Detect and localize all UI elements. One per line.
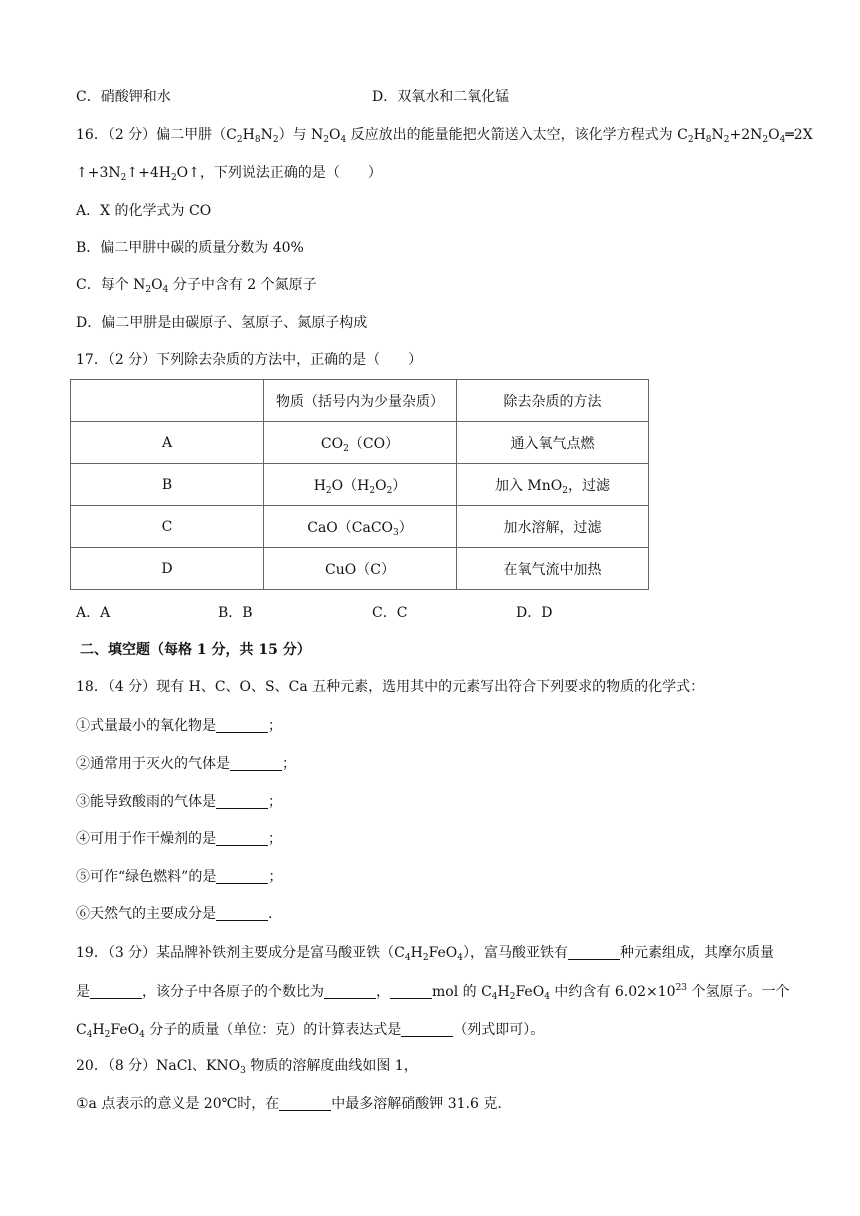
table-header-cell	[71, 380, 264, 422]
answer-blank[interactable]	[324, 984, 376, 999]
table-cell-label: B	[71, 464, 264, 506]
answer-blank[interactable]	[390, 984, 432, 999]
table-cell-label: D	[71, 548, 264, 590]
q16-stem-line2: $↑+3N_2↑+4H_2O↑$，下列说法正确的是（ ）	[76, 165, 382, 183]
q16-option-b: B．偏二甲肼中碳的质量分数为 40%	[76, 240, 304, 256]
q19-stem-line1: 19．（3 分）某品牌补铁剂主要成分是富马酸亚铁$(C_4H_2FeO_4)$，富马酸亚铁有 种元素组成，其摩尔质量	[76, 945, 775, 963]
q15-option-d: D．双氧水和二氧化锰	[372, 89, 510, 105]
table-cell-method: 加水溶解，过滤	[457, 506, 649, 548]
q19-stem-line3: $C_4H_2FeO_4$ 分子的质量（单位：克）的计算表达式是 （列式即可）。	[76, 1022, 545, 1040]
q18-item-1: ①式量最小的氧化物是 ；	[76, 718, 282, 734]
answer-blank[interactable]	[216, 718, 268, 733]
table-cell-method: 在氧气流中加热	[457, 548, 649, 590]
table-header-row	[71, 380, 649, 422]
table-header-cell: 除去杂质的方法	[457, 380, 649, 422]
q20-stem-line1: 20．（8 分）NaCl、$KNO_3$ 物质的溶解度曲线如图 1，	[76, 1058, 418, 1076]
answer-blank[interactable]	[568, 945, 620, 960]
answer-blank[interactable]	[216, 794, 268, 809]
answer-blank[interactable]	[216, 906, 268, 921]
answer-blank[interactable]	[216, 831, 268, 846]
q17-option-d: D．D	[516, 605, 553, 621]
q18-item-6: ⑥天然气的主要成分是 .	[76, 906, 273, 922]
answer-blank[interactable]	[216, 869, 268, 884]
q18-item-2: ②通常用于灭火的气体是 ；	[76, 756, 296, 772]
table-cell-label: C	[71, 506, 264, 548]
table-cell-method: 通入氧气点燃	[457, 422, 649, 464]
answer-blank[interactable]	[230, 756, 282, 771]
answer-blank[interactable]	[401, 1022, 453, 1037]
q20-item-1: ①a 点表示的意义是 20℃时，在 中最多溶解硝酸钾 31.6 克.	[76, 1096, 502, 1112]
table-cell-substance: CaO（CaCO$_3$）	[264, 506, 457, 548]
section-heading: 二、填空题（每格 1 分，共 15 分）	[80, 642, 311, 658]
q16-option-d: D．偏二甲肼是由碳原子、氢原子、氮原子构成	[76, 315, 368, 331]
q18-item-4: ④可用于作干燥剂的是 ；	[76, 831, 282, 847]
q19-stem-line2: 是 ，该分子中各原子的个数比为 ， mol 的 $C_4H_2FeO_4$ 中约含有 $6.02\times 10^{23}$ 个氢原子。一个	[76, 983, 790, 1002]
table-cell-method: 加入 MnO$_2$，过滤	[457, 464, 649, 506]
table-row	[71, 464, 649, 506]
answer-blank[interactable]	[279, 1096, 331, 1111]
q17-option-b: B．B	[218, 605, 253, 621]
q17-option-c: C．C	[372, 605, 408, 621]
table-cell-substance: $H_2O(H_2O_2)$	[264, 464, 457, 506]
q15-option-c: C．硝酸钾和水	[76, 89, 171, 105]
q16-option-c: C．每个 $N_2O_4$ 分子中含有 2 个氮原子	[76, 277, 317, 295]
q17-stem: 17．（2 分）下列除去杂质的方法中，正确的是（ ）	[76, 352, 423, 368]
q18-stem: 18．（4 分）现有 H、C、O、S、Ca 五种元素，选用其中的元素写出符合下列要求的物质的化学式：	[76, 679, 705, 695]
table-row	[71, 422, 649, 464]
q18-item-3: ③能导致酸雨的气体是 ；	[76, 794, 282, 810]
table-cell-substance: $CO_2(CO)$	[264, 422, 457, 464]
q17-table	[70, 379, 649, 590]
table-row	[71, 506, 649, 548]
table-row	[71, 548, 649, 590]
table-header-cell: 物质（括号内为少量杂质）	[264, 380, 457, 422]
q16-stem-line1: 16．（2 分）偏二甲肼$(C_2H_8N_2)$与 $N_2O_4$ 反应放出的能量能把火箭送入太空，该化学方程式为 $C_2H_8N_2+2N_2O_4═2X$	[76, 127, 813, 145]
q18-item-5: ⑤可作“绿色燃料”的是 ；	[76, 869, 283, 885]
q16-option-a: A．X 的化学式为 CO	[76, 203, 212, 219]
table-cell-label: A	[71, 422, 264, 464]
table-cell-substance: CuO（C）	[264, 548, 457, 590]
q17-option-a: A．A	[76, 605, 111, 621]
answer-blank[interactable]	[90, 984, 142, 999]
